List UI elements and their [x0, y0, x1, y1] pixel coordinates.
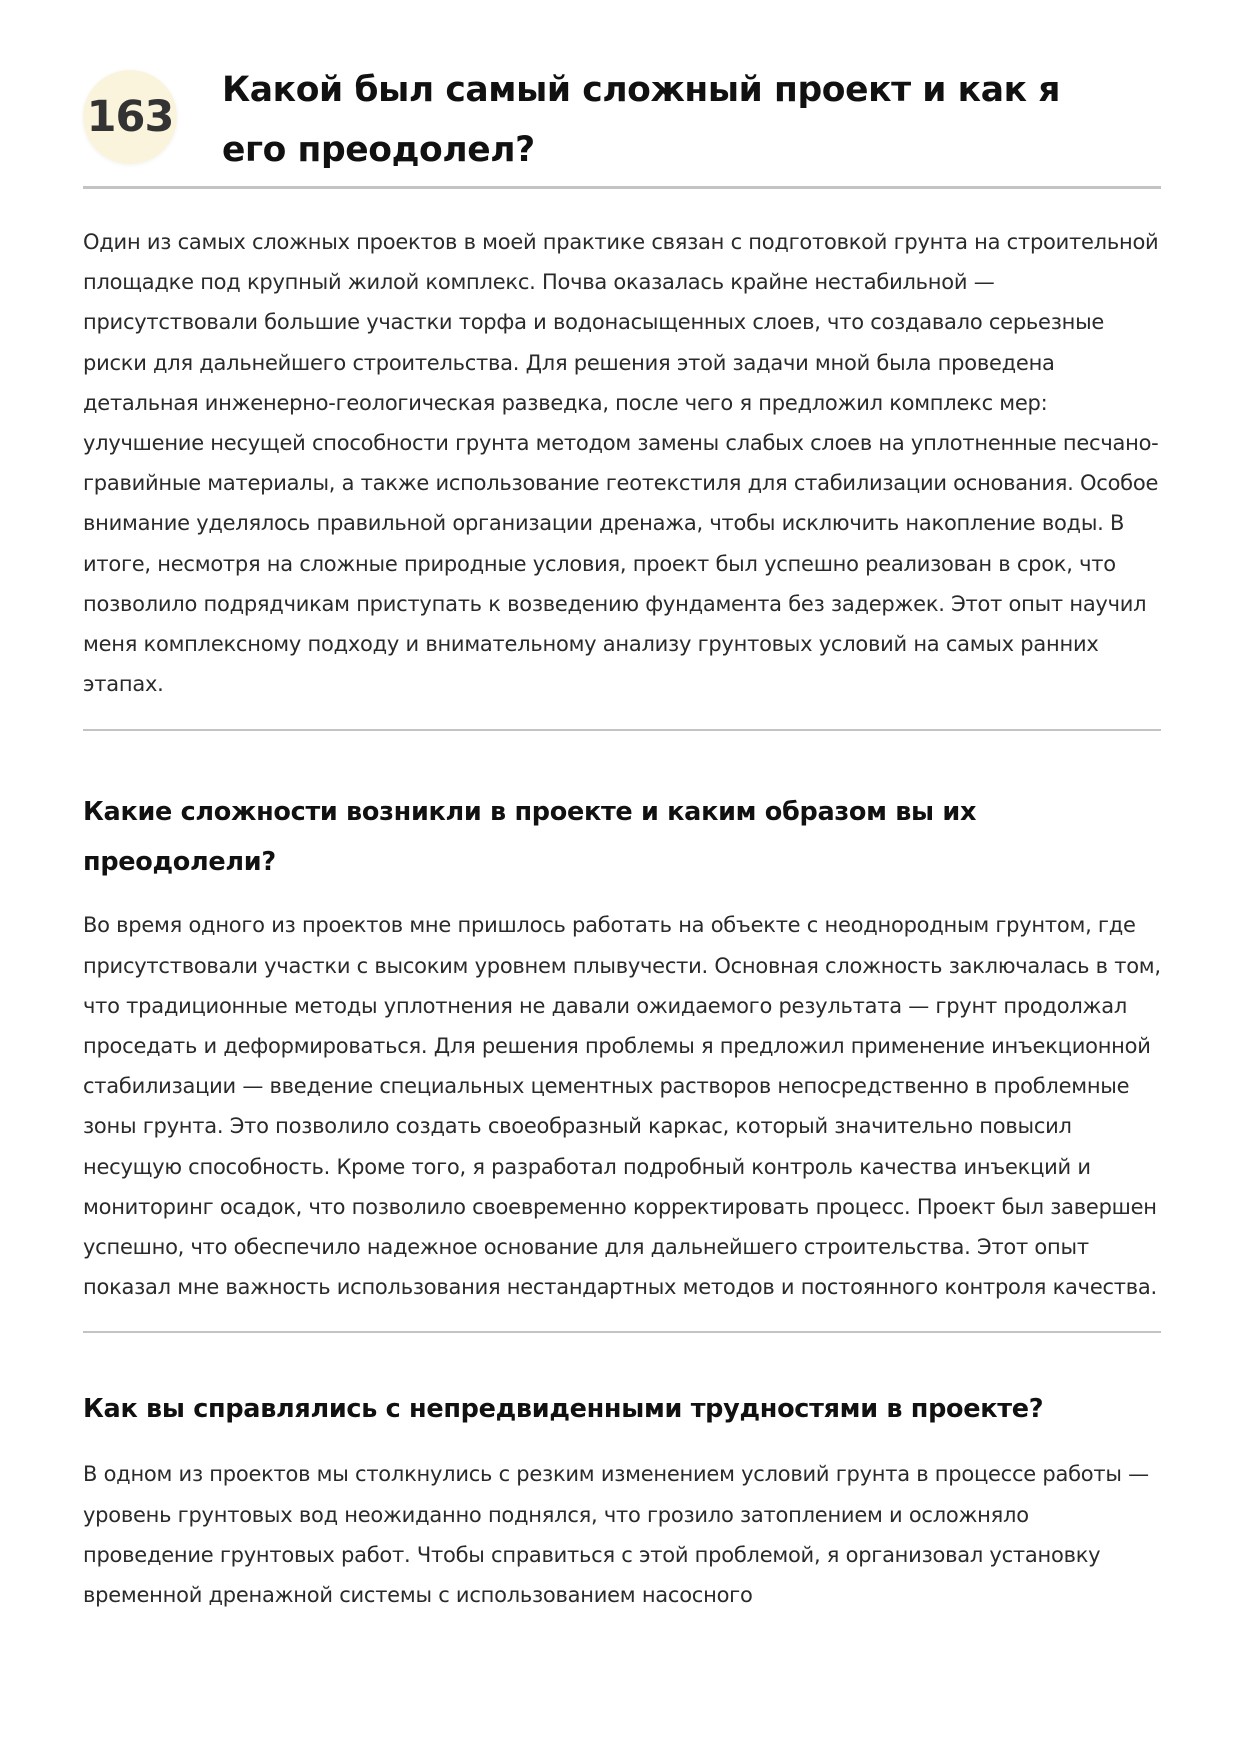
document-page	[83, 56, 1161, 1615]
section-paragraph: Во время одного из проектов мне пришлось работать на объекте с неоднородным грунтом, где присутствовали участки с высоким уровнем плывучести. Основная сложность заключалась в том, что традиционные методы уплотнения не давали ожидаемого результата — грунт продолжал проседать и деформироваться. Для решения проблемы я предложил применение инъекционной стабилизации — введение специальных цементных растворов непосредственно в проблемные зоны грунта. Это позволило создать своеобразный каркас, который значительно повысил несущую способность. Кроме того, я разработал подробный контроль качества инъекций и мониторинг осадок, что позволило своевременно корректировать процесс. Проект был завершен успешно, что обеспечило надежное основание для дальнейшего строительства. Этот опыт показал мне важность использования нестандартных методов и постоянного контроля качества.	[83, 913, 1161, 1300]
section-heading: Какие сложности возникли в проекте и каким образом вы их преодолели?	[83, 797, 977, 878]
section-heading: Как вы справлялись с непредвиденными трудностями в проекте?	[83, 1394, 1044, 1425]
question-title: Какой был самый сложный проект и как я его преодолел?	[222, 70, 1060, 170]
section-paragraph: В одном из проектов мы столкнулись с резким изменением условий грунта в процессе работы — уровень грунтовых вод неожиданно поднялся, что грозило затоплением и осложняло проведение грунтовых работ. Чтобы справиться с этой проблемой, я организовал установку временной дренажной системы с использованием насосного	[83, 1462, 1149, 1608]
question-number-badge: 163	[83, 70, 177, 164]
question-header	[83, 56, 1161, 189]
answer-paragraph: Один из самых сложных проектов в моей практике связан с подготовкой грунта на строительной площадке под крупный жилой комплекс. Почва оказалась крайне нестабильной — присутствовали большие участки торфа и водонасыщенных слоев, что создавало серьезные риски для дальнейшего строительства. Для решения этой задачи мной была проведена детальная инженерно-геологическая разведка, после чего я предложил комплекс мер: улучшение несущей способности грунта методом замены слабых слоев на уплотненные песчано-гравийные материалы, а также использование геотекстиля для стабилизации основания. Особое внимание уделялось правильной организации дренажа, чтобы исключить накопление воды. В итоге, несмотря на сложные природные условия, проект был успешно реализован в срок, что позволило подрядчикам приступать к возведению фундамента без задержек. Этот опыт научил меня комплексному подходу и внимательному анализу грунтовых условий на самых ранних этапах.	[83, 230, 1159, 697]
